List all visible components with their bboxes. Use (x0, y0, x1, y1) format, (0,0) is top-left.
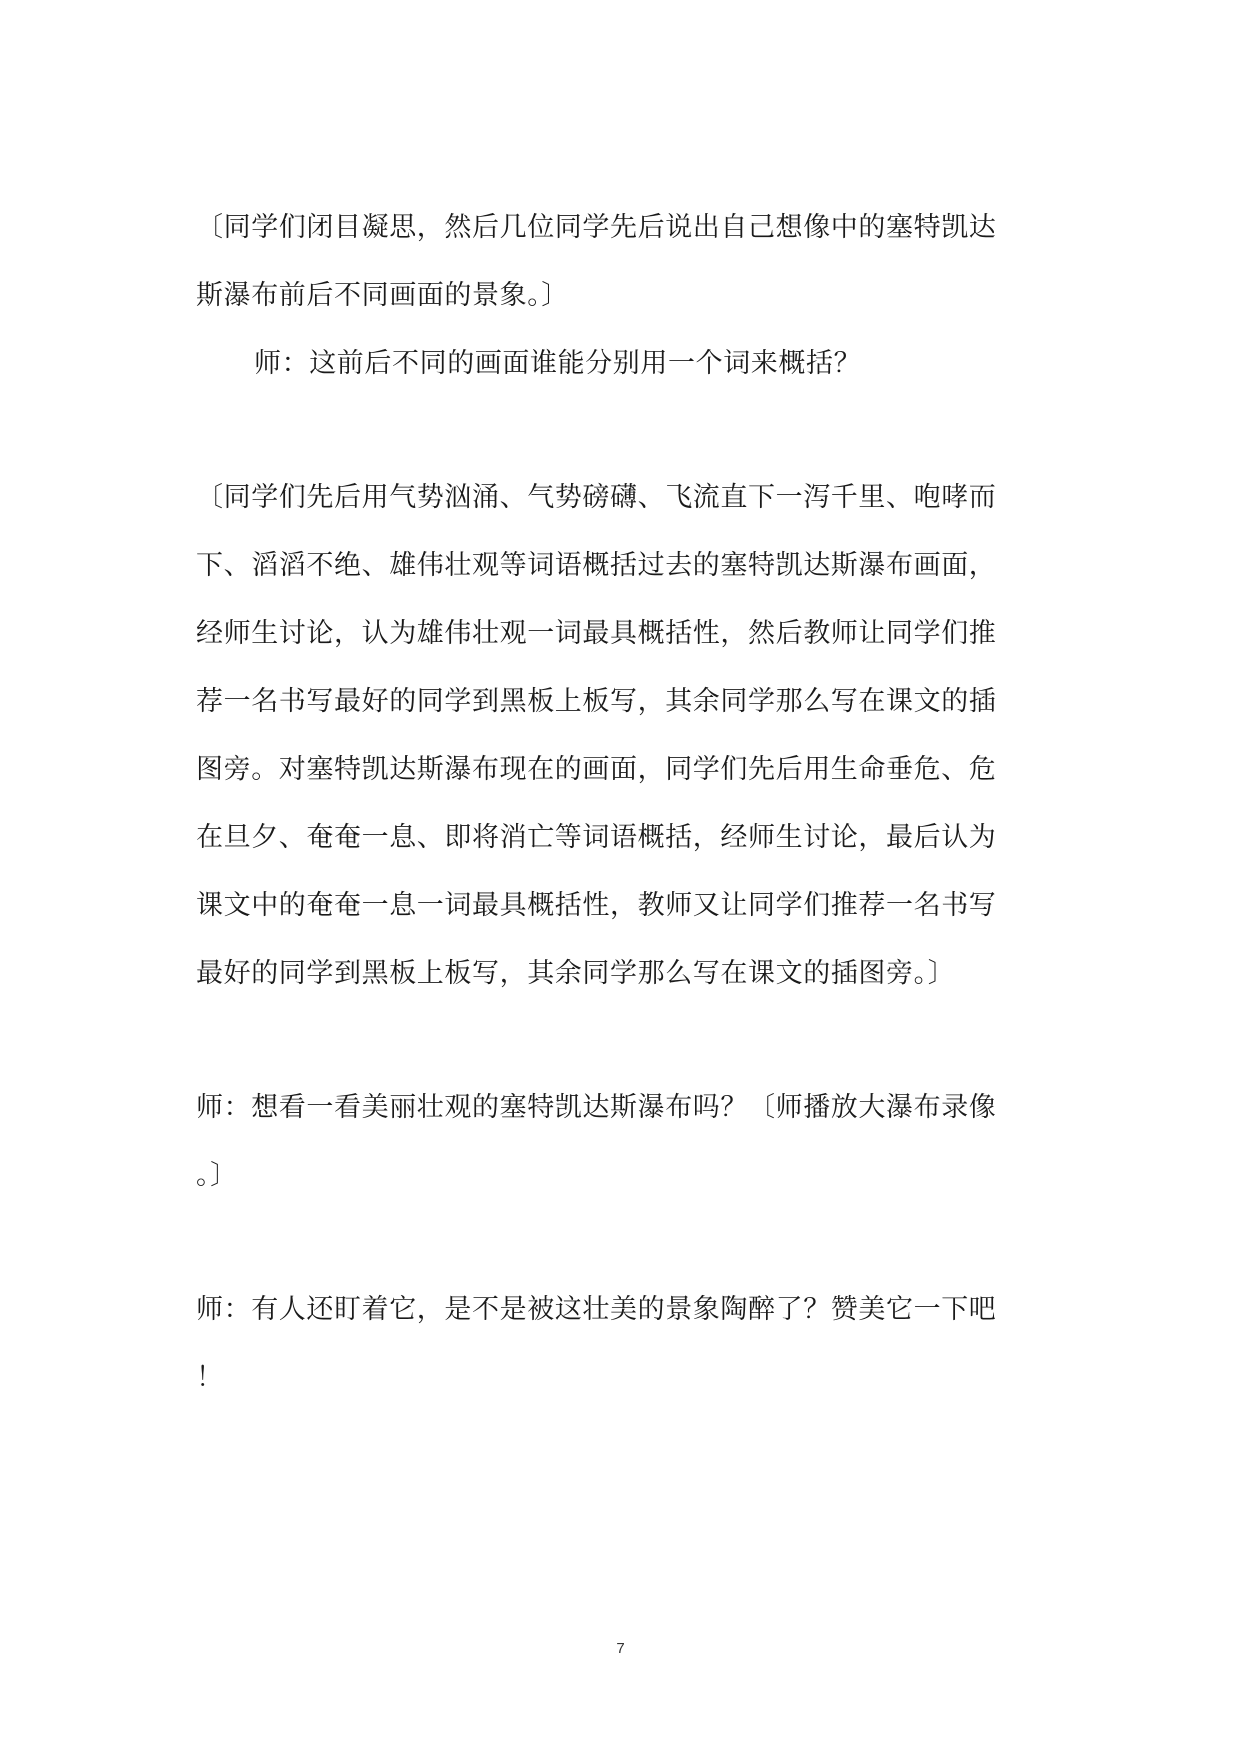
paragraph-3-line-5: 图旁。对塞特凯达斯瀑布现在的画面，同学们先后用生命垂危、危 (196, 754, 997, 785)
paragraph-5-line-1: 师：有人还盯着它，是不是被这壮美的景象陶醉了？赞美它一下吧 (196, 1294, 997, 1325)
paragraph-3-line-7: 课文中的奄奄一息一词最具概括性，教师又让同学们推荐一名书写 (196, 890, 997, 921)
paragraph-1-line-1: 〔同学们闭目凝思，然后几位同学先后说出自己想像中的塞特凯达 (196, 212, 997, 243)
paragraph-3-line-8: 最好的同学到黑板上板写，其余同学那么写在课文的插图旁。〕 (196, 958, 956, 989)
paragraph-1-line-2: 斯瀑布前后不同画面的景象。〕 (196, 280, 569, 311)
paragraph-5-line-2: ！ (196, 1362, 224, 1393)
paragraph-4-line-2: 。〕 (196, 1160, 238, 1191)
paragraph-3-line-1: 〔同学们先后用气势汹涌、气势磅礴、飞流直下一泻千里、咆哮而 (196, 482, 997, 513)
page-number: 7 (616, 1640, 625, 1657)
paragraph-2-line-1: 师：这前后不同的画面谁能分别用一个词来概括？ (254, 348, 862, 379)
paragraph-3-line-3: 经师生讨论，认为雄伟壮观一词最具概括性，然后教师让同学们推 (196, 618, 997, 649)
paragraph-3-line-6: 在旦夕、奄奄一息、即将消亡等词语概括，经师生讨论，最后认为 (196, 822, 997, 853)
paragraph-3-line-4: 荐一名书写最好的同学到黑板上板写，其余同学那么写在课文的插 (196, 686, 997, 717)
paragraph-4-line-1: 师：想看一看美丽壮观的塞特凯达斯瀑布吗？〔师播放大瀑布录像 (196, 1092, 997, 1123)
paragraph-3-line-2: 下、滔滔不绝、雄伟壮观等词语概括过去的塞特凯达斯瀑布画面， (196, 550, 997, 581)
